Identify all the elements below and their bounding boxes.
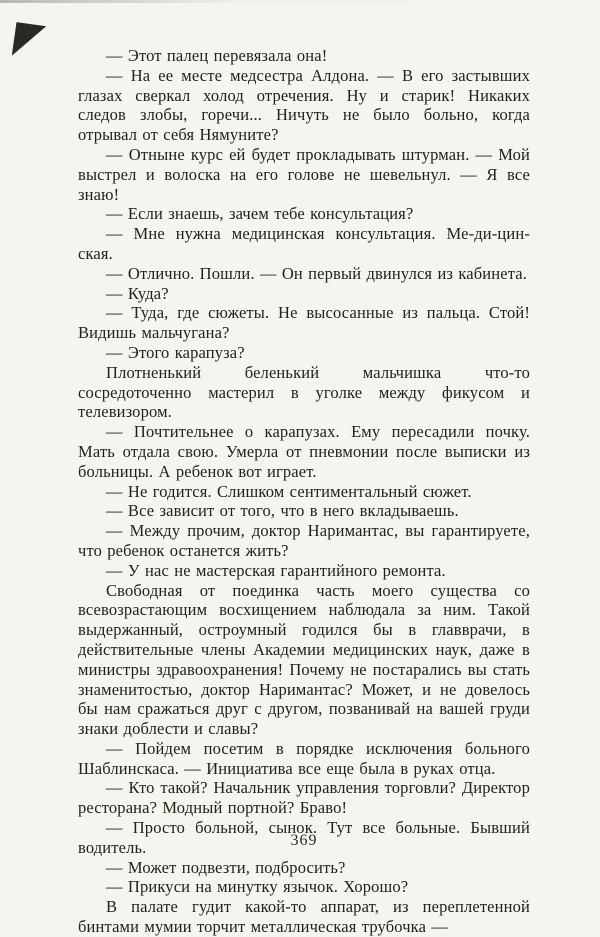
paragraph: — Прикуси на минутку язычок. Хорошо? [106, 877, 409, 897]
paragraph: — Мне нужна медицинская консультация. Ме-ди-цин-ская. [78, 224, 530, 263]
paragraph: — Этого карапуза? [106, 342, 245, 362]
paragraph: — Отныне курс ей будет прокладывать штурман. — Мой выстрел и волоска на его голове не шевельнул. — Я все знаю! [78, 144, 530, 204]
paragraph: — На ее месте медсестра Алдона. — В его застывших глазах сверкал холод отречения. Ну и старик! Никаких следов злобы, горечи... Ничуть не было больно, когда отрывал от себя Нямуните? [78, 65, 530, 145]
paragraph: Свободная от поединка часть моего существа со всевозрастающим восхищением наблюдала за ним. Такой выдержанный, остроумный годился бы в главврачи, в действительные члены Академии медицинских наук, даже в министры здравоохранения! Почему не постарались вы стать знаменитостью, доктор Наримантас? Может, и не довелось бы нам сражаться друг с другом, позванивай на вашей груди знаки доблести и славы? [78, 580, 530, 739]
scan-edge-shadow [0, 0, 600, 3]
paragraph: — Куда? [106, 283, 169, 303]
paragraph: — Может подвезти, подбросить? [106, 857, 346, 877]
paragraph: — Пойдем посетим в порядке исключения больного Шаблинскаса. — Инициатива все еще была в руках отца. [78, 738, 530, 778]
paragraph: — Кто такой? Начальник управления торговли? Директор ресторана? Модный портной? Браво! [78, 778, 530, 818]
paragraph: — Отлично. Пошли. — Он первый двинулся из кабинета. [106, 263, 528, 283]
paragraph: В палате гудит какой-то аппарат, из переплетенной бинтами мумии торчит металлическая трубочка — [78, 897, 530, 937]
paragraph: — Почтительнее о карапузах. Ему пересадили почку. Мать отдала свою. Умерла от пневмонии после выписки из больницы. А ребенок вот играет. [78, 422, 530, 481]
paragraph: — Просто больной, сынок. Тут все больные. Бывший водитель. [78, 818, 530, 857]
scan-artifact-corner [12, 22, 46, 60]
paragraph: — Не годится. Слишком сентиментальный сюжет. [106, 481, 472, 501]
paragraph: — Между прочим, доктор Наримантас, вы гарантируете, что ребенок останется жить? [78, 521, 530, 560]
page-text-block [78, 46, 530, 937]
paragraph: — Все зависит от того, что в него вкладываешь. [106, 501, 459, 521]
paragraph: — У нас не мастерская гарантийного ремонта. [106, 560, 446, 580]
paragraph: — Туда, где сюжеты. Не высосанные из пальца. Стой! Видишь мальчугана? [78, 303, 530, 343]
paragraph: — Этот палец перевязала она! [106, 46, 328, 65]
page-number: 369 [290, 832, 318, 849]
paragraph: Плотненький беленький мальчишка что-то сосредоточенно мастерил в уголке между фикусом и телевизором. [78, 362, 530, 422]
paragraph: — Если знаешь, зачем тебе консультация? [106, 204, 414, 224]
